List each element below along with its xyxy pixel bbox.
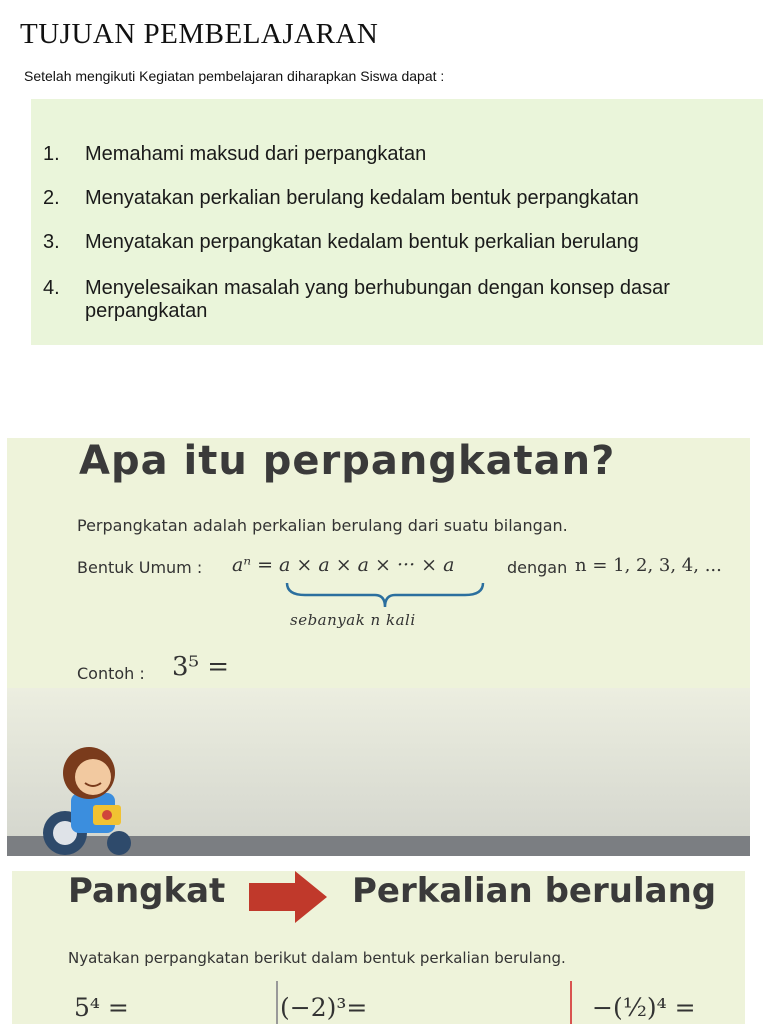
objective-number: 3. [43,231,60,253]
example-label: Contoh : [77,664,145,683]
objective-text: Memahami maksud dari perpangkatan [85,143,427,165]
page-title: TUJUAN PEMBELAJARAN [20,18,379,50]
exercise-expression: −(½)⁴ = [592,993,696,1022]
brace-label: sebanyak n kali [290,611,416,629]
objective-text: Menyatakan perkalian berulang kedalam bentuk perpangkatan [85,187,639,209]
slide-heading-left: Pangkat [68,871,226,911]
objectives-panel [31,99,763,345]
dengan-label: dengan [507,558,568,577]
dengan-value: n = 1, 2, 3, 4, ... [575,555,722,576]
underbrace-icon [285,581,485,611]
column-divider [276,981,278,1024]
objective-number: 4. [43,277,60,299]
slide-power-to-multiplication [12,871,745,1024]
definition-text: Perpangkatan adalah perkalian berulang dari suatu bilangan. [77,516,568,535]
slide-what-is-exponent [7,438,750,856]
intro-text: Setelah mengikuti Kegiatan pembelajaran diharapkan Siswa dapat : [24,68,445,84]
instruction-text: Nyatakan perpangkatan berikut dalam bentuk perkalian berulang. [68,949,566,967]
example-expression: 3⁵ = [172,652,230,682]
exercise-expression: 5⁴ = [74,993,129,1022]
general-formula: aⁿ = a × a × a × ··· × a [232,554,455,576]
objective-text: Menyelesaikan masalah yang berhubungan dengan konsep dasar perpangkatan [85,277,670,322]
slide-heading-right: Perkalian berulang [352,871,717,911]
objective-number: 2. [43,187,60,209]
general-form-label: Bentuk Umum : [77,558,203,577]
student-wheelchair-icon [37,743,147,856]
objective-number: 1. [43,143,60,165]
arrow-right-icon [249,871,329,923]
exercise-expression: (−2)³= [280,993,368,1022]
objective-text: Menyatakan perpangkatan kedalam bentuk perkalian berulang [85,231,639,253]
column-divider [570,981,572,1024]
slide-heading: Apa itu perpangkatan? [79,438,616,484]
